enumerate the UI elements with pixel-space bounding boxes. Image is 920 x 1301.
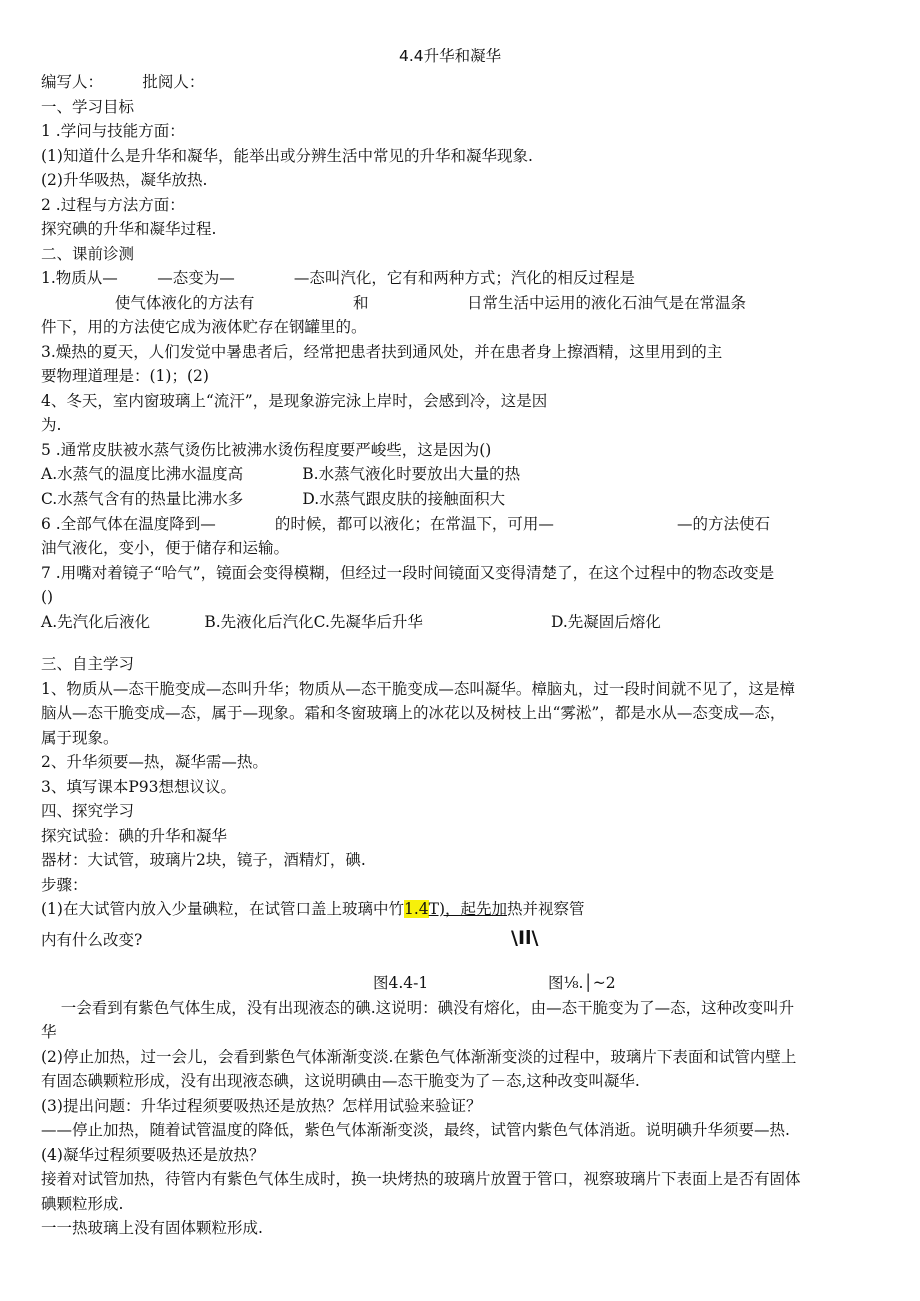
text-line: 为. xyxy=(41,416,62,434)
text-line: 内有什么改变? xyxy=(41,931,143,949)
document-title: 4.4升华和凝华 xyxy=(399,47,502,65)
text-line: 要物理道理是：(1)；(2) xyxy=(41,367,209,385)
text-line: 6 .全部气体在温度降到— 的时候，都可以液化；在常温下，可用— —的方法使石 xyxy=(41,515,771,533)
text-line: 3、填写课本P93想想议议。 xyxy=(41,778,237,796)
text-line: 3.燥热的夏天，人们发觉中暑患者后，经常把患者扶到通风处，并在患者身上擦酒精，这里用到的主 xyxy=(41,343,723,361)
text-line: 探究碘的升华和凝华过程. xyxy=(41,220,217,238)
text-line: 1、物质从—态干脆变成—态叫升华；物质从—态干脆变成—态叫凝华。樟脑丸，过一段时间就不见了，这是樟 xyxy=(41,680,795,698)
figure-caption-1: 图4.4-1 xyxy=(373,974,429,992)
step-1-line xyxy=(41,899,585,919)
text-line: ——停止加热，随着试管温度的降低，紫色气体渐渐变淡，最终，试管内紫色气体消逝。说明碘升华须要—热. xyxy=(41,1121,790,1139)
highlighted-text: 1.4 xyxy=(403,900,429,918)
text-line: (1)知道什么是升华和凝华，能举出或分辨生活中常见的升华和凝华现象. xyxy=(41,147,533,165)
text-line: 油气液化，变小，便于储存和运输。 xyxy=(41,539,290,557)
text-line: 1 .学问与技能方面： xyxy=(41,122,185,140)
text-line: 7 .用嘴对着镜子“哈气”，镜面会变得模糊，但经过一段时间镜面又变得清楚了，在这个过程中的物态改变是 xyxy=(41,564,775,582)
option-line: C.水蒸气含有的热量比沸水多 D.水蒸气跟皮肤的接触面积大 xyxy=(41,490,506,508)
section-heading: 三、自主学习 xyxy=(41,655,135,673)
text-line: 步骤： xyxy=(41,876,88,894)
text-line: 属于现象。 xyxy=(41,729,119,747)
text-line: (2)升华吸热，凝华放热. xyxy=(41,171,208,189)
author-line: 编写人： 批阅人： xyxy=(41,73,205,91)
text-line: 2 .过程与方法方面： xyxy=(41,196,185,214)
figure-caption-2: 图⅛.│~2 xyxy=(548,974,616,992)
text-line: (3)提出问题：升华过程须要吸热还是放热？怎样用试验来验证？ xyxy=(41,1097,482,1115)
apparatus-figure-glyph: \Il\ xyxy=(511,927,539,949)
section-heading: 一、学习目标 xyxy=(41,98,135,116)
text-line: 华 xyxy=(41,1023,57,1041)
option-line: A.水蒸气的温度比沸水温度高 B.水蒸气液化时要放出大量的热 xyxy=(41,465,521,483)
step-1-tail: 热并视察管 xyxy=(507,900,585,918)
text-line: 一一热玻璃上没有固体颗粒形成. xyxy=(41,1219,263,1237)
text-line: 1.物质从— —态变为— —态叫汽化，它有和两种方式；汽化的相反过程是 xyxy=(41,269,635,287)
text-line: 碘颗粒形成. xyxy=(41,1195,124,1213)
text-line: (4)凝华过程须要吸热还是放热？ xyxy=(41,1146,265,1164)
text-line: 5 .通常皮肤被水蒸气烫伤比被沸水烫伤程度要严峻些，这是因为() xyxy=(41,441,492,459)
text-line: 件下，用的方法使它成为液体贮存在钢罐里的。 xyxy=(41,318,367,336)
text-line: 接着对试管加热，待管内有紫色气体生成时，换一块烤热的玻璃片放置于管口，视察玻璃片下表面上是否有固体 xyxy=(41,1170,801,1188)
section-heading: 二、课前诊测 xyxy=(41,245,135,263)
text-line: 脑从—态干脆变成—态，属于—现象。霜和冬窗玻璃上的冰花以及树枝上出“雾淞”，都是水从—态变成—态， xyxy=(41,704,786,722)
text-line: 2、升华须要—热，凝华需—热。 xyxy=(41,753,268,771)
step-1-text: (1)在大试管内放入少量碘粒，在试管口盖上玻璃中竹 xyxy=(41,900,404,918)
option-line: A.先汽化后液化 B.先液化后汽化C.先凝华后升华 D.先凝固后熔化 xyxy=(41,613,661,631)
text-line: 器材：大试管，玻璃片2块，镜子，酒精灯，碘. xyxy=(41,851,366,869)
section-heading: 四、探究学习 xyxy=(41,802,135,820)
text-line: (2)停止加热，过一会儿，会看到紫色气体渐渐变淡.在紫色气体渐渐变淡的过程中，玻璃片下表面和试管内壁上 xyxy=(41,1048,797,1066)
text-line: 使气体液化的方法有 和 日常生活中运用的液化石油气是在常温条 xyxy=(41,294,746,312)
text-line: 一会看到有紫色气体生成，没有出现液态的碘.这说明：碘没有熔化，由—态干脆变为了—态，这种改变叫升 xyxy=(41,999,795,1017)
text-line: 有固态碘颗粒形成，没有出现液态碘，这说明碘由—态干脆变为了－态,这种改变叫凝华. xyxy=(41,1072,640,1090)
text-line: 探究试验：碘的升华和凝华 xyxy=(41,827,228,845)
text-line: () xyxy=(41,588,54,606)
text-line: 4、冬天，室内窗玻璃上“流汗”，是现象游完泳上岸时，会感到冷，这是因 xyxy=(41,392,548,410)
underlined-text: T)，起先加 xyxy=(428,900,508,918)
